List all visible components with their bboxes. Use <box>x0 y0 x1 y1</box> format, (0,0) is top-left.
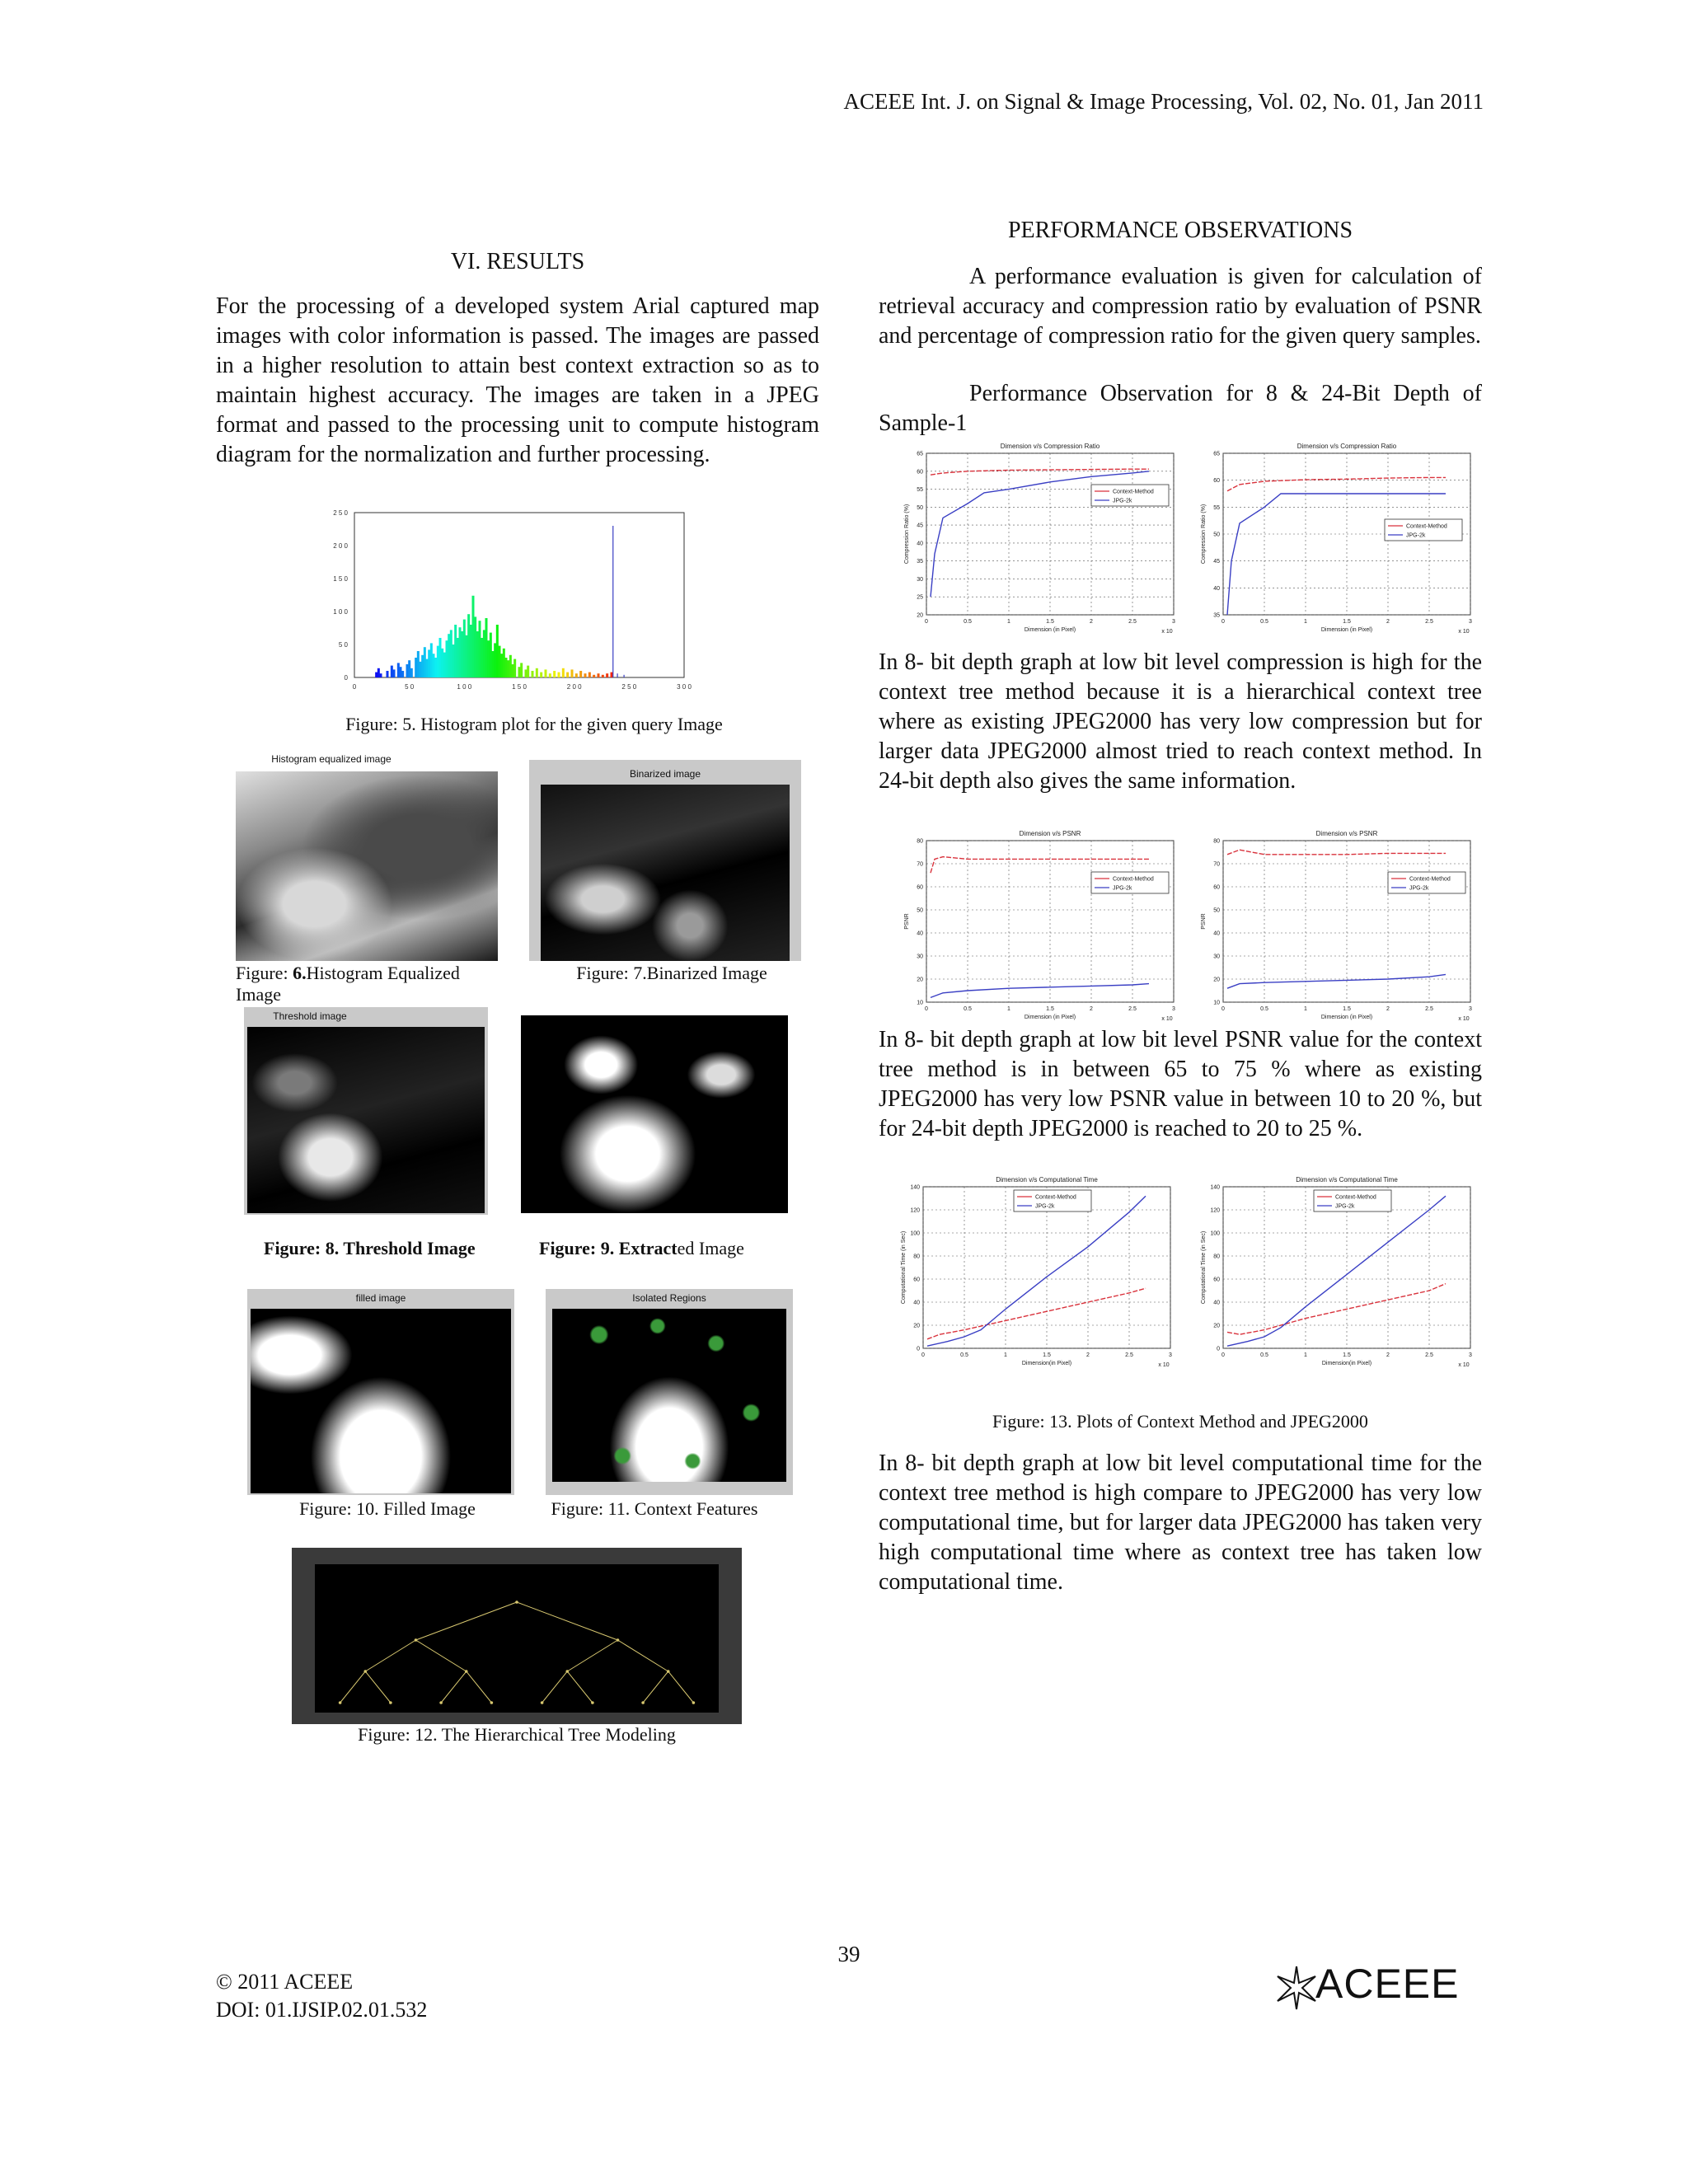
tree-node <box>389 1701 392 1704</box>
figure-6-caption: Figure: 6.Histogram Equalized Image <box>236 963 460 1005</box>
histogram-xtick-label: 1 5 0 <box>512 683 527 691</box>
tree-node <box>541 1701 544 1704</box>
histogram-bar <box>461 631 463 677</box>
histogram-bar <box>518 667 521 677</box>
figure-12-tree <box>292 1548 742 1724</box>
histogram-bar <box>566 673 569 677</box>
chart-ytick-label: 55 <box>917 487 923 494</box>
histogram-bar <box>472 596 475 677</box>
chart-ytick-label: 120 <box>1210 1207 1220 1214</box>
chart-xtick-label: 2.5 <box>1128 1006 1137 1012</box>
chart-x-exponent: x 10 <box>1158 1362 1170 1368</box>
chart-xtick-label: 0.5 <box>1260 619 1268 625</box>
threshold-photo <box>247 1027 485 1213</box>
histogram-bar <box>571 669 574 677</box>
performance-paragraph-2: Performance Observation for 8 & 24-Bit Depth of Sample-1 <box>879 381 1482 436</box>
histogram-bar <box>401 671 404 677</box>
histogram-bar <box>579 671 582 677</box>
chart-xtick-label: 3 <box>1469 1352 1472 1358</box>
chart-ytick-label: 20 <box>913 1323 920 1329</box>
histogram-bar <box>602 675 604 677</box>
chart-legend-label: Context-Method <box>1035 1194 1076 1201</box>
chart-ytick-label: 40 <box>1213 585 1220 592</box>
chart-ytick-label: 60 <box>1213 1277 1220 1283</box>
chart-xtick-label: 1.5 <box>1343 1006 1351 1012</box>
histogram-bar <box>443 653 446 677</box>
histogram-bar <box>391 666 393 677</box>
chart-xtick-label: 0 <box>921 1352 925 1358</box>
chart-x-exponent: x 10 <box>1458 1362 1470 1368</box>
compression-ratio-8bit-chart <box>898 440 1187 646</box>
chart-ytick-label: 60 <box>917 469 923 476</box>
histogram-bar <box>454 625 457 677</box>
histogram-chart <box>321 504 701 699</box>
chart-x-exponent: x 10 <box>1161 629 1173 635</box>
histogram-bar <box>505 658 508 677</box>
chart-ylabel: PSNR <box>904 913 910 930</box>
chart-ytick-label: 70 <box>1213 861 1220 868</box>
chart-xlabel: Dimension(in Pixel) <box>1021 1361 1072 1366</box>
tree-canvas <box>315 1564 719 1713</box>
chart-ytick-label: 40 <box>913 1300 920 1306</box>
chart-ylabel: Computational Time (in Sec) <box>901 1230 907 1305</box>
tree-node <box>641 1701 645 1704</box>
doi: DOI: 01.IJSIP.02.01.532 <box>216 1998 428 2022</box>
histogram-bar <box>494 643 496 677</box>
chart-ytick-label: 100 <box>910 1230 920 1237</box>
histogram-ytick-label: 0 <box>344 674 348 682</box>
chart-ytick-label: 45 <box>1213 559 1220 565</box>
histogram-bar <box>588 673 591 677</box>
chart-ytick-label: 65 <box>1213 451 1220 457</box>
histogram-bar <box>476 631 479 677</box>
chart-xtick-label: 1.5 <box>1043 1352 1051 1358</box>
histogram-ytick-label: 2 0 0 <box>333 542 348 550</box>
histogram-bar <box>485 618 488 677</box>
figure-8-image <box>244 1007 488 1215</box>
chart-ytick-label: 0 <box>1217 1346 1220 1352</box>
histogram-bar <box>433 654 435 677</box>
histogram-ytick-label: 1 0 0 <box>333 608 348 616</box>
figure-6-title: Histogram equalized image <box>271 753 392 765</box>
histogram-bar <box>387 671 389 677</box>
chart-x-exponent: x 10 <box>1161 1016 1173 1022</box>
figure-7-image <box>529 760 801 961</box>
chart-xtick-label: 2 <box>1090 1006 1093 1012</box>
computational-time-8bit-chart <box>895 1174 1189 1380</box>
chart-ytick-label: 30 <box>1213 954 1220 960</box>
chart-xtick-label: 1 <box>1304 619 1307 625</box>
chart-xtick-label: 0.5 <box>964 1006 972 1012</box>
histogram-bar <box>430 643 433 677</box>
histogram-bar <box>545 669 547 677</box>
histogram-bar <box>525 669 528 677</box>
histogram-bar <box>593 675 595 677</box>
chart-ytick-label: 65 <box>917 451 923 457</box>
histogram-bar <box>400 667 402 677</box>
chart-xtick-label: 1.5 <box>1343 619 1351 625</box>
chart-legend-label: Context-Method <box>1113 876 1154 883</box>
histogram-bar <box>467 614 470 677</box>
chart-legend-label: JPG-2k <box>1035 1203 1055 1210</box>
chart-title: Dimension v/s Computational Time <box>1296 1176 1398 1183</box>
chart-ytick-label: 50 <box>1213 532 1220 538</box>
chart-xtick-label: 3 <box>1169 1352 1172 1358</box>
chart-title: Dimension v/s Computational Time <box>996 1176 1098 1183</box>
chart-title: Dimension v/s Compression Ratio <box>1000 443 1100 450</box>
chart-xtick-label: 0 <box>925 1006 928 1012</box>
histogram-bar <box>500 654 503 677</box>
histogram-xtick-label: 0 <box>352 683 357 691</box>
chart-ylabel: Computational Time (in Sec) <box>1201 1230 1207 1305</box>
chart-legend-label: Context-Method <box>1113 489 1154 495</box>
histogram-bar <box>417 651 420 677</box>
histogram-bar <box>434 658 437 677</box>
chart-xtick-label: 2 <box>1386 619 1390 625</box>
tree-node <box>490 1701 494 1704</box>
histogram-bar <box>513 659 516 677</box>
chart-xtick-label: 2.5 <box>1125 1352 1133 1358</box>
chart-xtick-label: 1 <box>1004 1352 1007 1358</box>
histogram-bar <box>415 658 417 677</box>
aceee-logo-text: ACEEE <box>1315 1961 1460 2007</box>
histogram-xtick-label: 1 0 0 <box>457 683 472 691</box>
figure-10-title: filled image <box>355 1292 406 1304</box>
histogram-bar <box>437 646 439 677</box>
chart-xlabel: Dimension (in Pixel) <box>1320 627 1373 633</box>
chart-xtick-label: 2 <box>1090 619 1093 625</box>
chart-ytick-label: 60 <box>1213 478 1220 485</box>
figure-9-image <box>521 1015 788 1213</box>
histogram-bar <box>584 673 587 677</box>
histogram-bar <box>463 620 466 677</box>
chart-xtick-label: 1.5 <box>1343 1352 1351 1358</box>
histogram-bar <box>420 662 422 677</box>
histogram-bar <box>448 634 450 677</box>
histogram-xtick-label: 3 0 0 <box>677 683 692 691</box>
chart-xtick-label: 0.5 <box>1260 1352 1268 1358</box>
chart-ytick-label: 30 <box>917 576 923 583</box>
chart-legend-label: JPG-2k <box>1113 498 1132 504</box>
chart-xtick-label: 2.5 <box>1128 619 1137 625</box>
chart-ytick-label: 10 <box>917 1000 923 1006</box>
figure-7-title: Binarized image <box>629 768 701 780</box>
figure-12-caption: Figure: 12. The Hierarchical Tree Modeling <box>358 1724 676 1745</box>
figure-7-caption: Figure: 7.Binarized Image <box>576 963 767 983</box>
histogram-plot-area <box>333 509 692 691</box>
histogram-bar <box>439 638 442 677</box>
binarized-photo <box>541 785 790 961</box>
chart-ytick-label: 50 <box>1213 907 1220 914</box>
chart-xtick-label: 1.5 <box>1046 619 1054 625</box>
histogram-bar <box>558 673 560 677</box>
chart-ytick-label: 30 <box>917 954 923 960</box>
context-features-photo <box>552 1309 786 1482</box>
chart-xtick-label: 2.5 <box>1425 1352 1433 1358</box>
chart-ytick-label: 45 <box>917 523 923 529</box>
chart-ylabel: Compression Ratio (%) <box>904 504 910 565</box>
histogram-bar <box>406 664 409 677</box>
performance-paragraph-4: In 8- bit depth graph at low bit level PSNR value for the context tree method is in between 65 to 75 % where as existing JPEG2000 has very low PSNR value in between 10 to 20 %, but for 24-bit depth JPEG2000 is reached to 20 to 25 %. <box>879 1027 1482 1141</box>
running-header: ACEEE Int. J. on Signal & Image Processing, Vol. 02, No. 01, Jan 2011 <box>843 89 1484 114</box>
chart-xtick-label: 0 <box>1221 1006 1225 1012</box>
chart-title: Dimension v/s PSNR <box>1019 830 1081 837</box>
chart-xtick-label: 1 <box>1007 1006 1010 1012</box>
histogram-bar <box>483 630 485 677</box>
chart-xtick-label: 0 <box>1221 619 1225 625</box>
histogram-bar <box>492 651 495 677</box>
histogram-bar <box>426 659 429 677</box>
chart-xtick-label: 0 <box>1221 1352 1225 1358</box>
chart-ytick-label: 120 <box>910 1207 920 1214</box>
histogram-bar <box>507 660 509 677</box>
histogram-bar <box>446 640 448 677</box>
chart-xtick-label: 0.5 <box>1260 1006 1268 1012</box>
chart-xtick-label: 1.5 <box>1046 1006 1054 1012</box>
chart-ytick-label: 140 <box>1210 1184 1220 1191</box>
chart-ytick-label: 40 <box>1213 1300 1220 1306</box>
chart-xlabel: Dimension (in Pixel) <box>1024 627 1076 633</box>
chart-xlabel: Dimension (in Pixel) <box>1320 1015 1373 1020</box>
chart-ylabel: PSNR <box>1201 913 1207 930</box>
chart-ytick-label: 35 <box>1213 612 1220 619</box>
histogram-bar <box>520 663 523 677</box>
chart-xtick-label: 3 <box>1172 1006 1175 1012</box>
chart-ytick-label: 40 <box>1213 930 1220 937</box>
chart-ytick-label: 60 <box>1213 884 1220 891</box>
computational-time-24bit-chart <box>1195 1174 1489 1380</box>
chart-xlabel: Dimension(in Pixel) <box>1321 1361 1372 1366</box>
chart-xtick-label: 0 <box>925 619 928 625</box>
extracted-photo <box>521 1015 788 1213</box>
histogram-bar <box>421 655 424 677</box>
chart-ytick-label: 0 <box>917 1346 920 1352</box>
figure-8-caption: Figure: 8. Threshold Image <box>264 1238 476 1258</box>
histogram-bar <box>527 666 529 677</box>
figure-6-image <box>236 752 498 961</box>
chart-ytick-label: 20 <box>917 612 923 619</box>
figure-13-caption: Figure: 13. Plots of Context Method and JPEG2000 <box>992 1411 1368 1432</box>
histogram-bar <box>481 638 483 677</box>
histogram-bar <box>612 526 613 677</box>
histogram-bar <box>499 646 501 677</box>
chart-xlabel: Dimension (in Pixel) <box>1024 1015 1076 1020</box>
tree-node <box>439 1701 443 1704</box>
histogram-bar <box>509 655 512 677</box>
tree-node <box>591 1701 594 1704</box>
histogram-ytick-label: 5 0 <box>338 641 348 649</box>
tree-node <box>339 1701 342 1704</box>
tree-node <box>692 1701 696 1704</box>
histogram-bar <box>479 621 481 677</box>
histogram-bar <box>503 649 505 677</box>
histogram-bar <box>459 627 462 677</box>
histogram-bar <box>540 673 542 677</box>
histogram-bar <box>617 673 618 677</box>
performance-heading: PERFORMANCE OBSERVATIONS <box>1007 218 1353 243</box>
histogram-bar <box>410 668 413 677</box>
figure-9-caption: Figure: 9. Extracted Image <box>539 1238 744 1258</box>
histogram-bar <box>397 663 400 677</box>
chart-ytick-label: 70 <box>917 861 923 868</box>
chart-ytick-label: 140 <box>910 1184 920 1191</box>
chart-legend-label: Context-Method <box>1409 876 1451 883</box>
histogram-bar <box>457 638 459 677</box>
aceee-logo <box>1274 1958 1489 2016</box>
histogram-bar <box>598 673 600 677</box>
figure-11-image <box>546 1289 793 1495</box>
chart-ytick-label: 50 <box>917 907 923 914</box>
histogram-bar <box>474 616 476 677</box>
figure-8-title: Threshold image <box>273 1010 347 1022</box>
histogram-ytick-label: 2 5 0 <box>333 509 348 517</box>
chart-ytick-label: 35 <box>917 559 923 565</box>
histogram-bar <box>487 640 490 677</box>
histogram-bar <box>441 649 443 677</box>
chart-ytick-label: 80 <box>917 838 923 845</box>
chart-xtick-label: 2.5 <box>1425 1006 1433 1012</box>
chart-ytick-label: 10 <box>1213 1000 1220 1006</box>
figure-11-title: Isolated Regions <box>632 1292 706 1304</box>
chart-xtick-label: 2 <box>1386 1006 1390 1012</box>
performance-paragraph-5: In 8- bit depth graph at low bit level computational time for the context tree method is high compare to JPEG2000 has very low computational time, but for larger data JPEG2000 has taken very high computational time where as context tree has taken low computational time. <box>879 1451 1482 1595</box>
chart-xtick-label: 2 <box>1386 1352 1390 1358</box>
chart-ytick-label: 20 <box>917 977 923 983</box>
histogram-xtick-label: 2 0 0 <box>566 683 582 691</box>
histogram-bar <box>380 673 382 677</box>
chart-xtick-label: 3 <box>1172 619 1175 625</box>
compression-ratio-24bit-chart <box>1195 440 1484 646</box>
aceee-logo-icon <box>1274 1963 1319 2013</box>
histogram-bar <box>553 671 556 677</box>
filled-photo <box>251 1309 511 1493</box>
histogram-axes-box <box>354 513 684 677</box>
histogram-bar <box>408 660 410 677</box>
histogram-bar <box>512 664 514 677</box>
histogram-bar <box>611 673 613 677</box>
copyright: © 2011 ACEEE <box>216 1970 354 1994</box>
chart-xtick-label: 3 <box>1469 619 1472 625</box>
histogram-bar <box>532 671 534 677</box>
chart-legend-label: Context-Method <box>1335 1194 1376 1201</box>
chart-ytick-label: 100 <box>1210 1230 1220 1237</box>
results-paragraph: For the processing of a developed system Arial captured map images with color information is passed. The images are passed in a higher resolution to attain best context extraction so as to maintain highest accuracy. The images are taken in a JPEG format and passed to the processing unit to compute histogram diagram for the normalization and further processing. <box>216 293 819 467</box>
chart-legend-label: JPG-2k <box>1335 1203 1355 1210</box>
histogram-bar <box>549 673 551 677</box>
chart-xtick-label: 0.5 <box>964 619 972 625</box>
chart-ytick-label: 20 <box>1213 1323 1220 1329</box>
histogram-bar <box>393 669 396 677</box>
histogram-xtick-label: 2 5 0 <box>621 683 637 691</box>
performance-paragraph-1: A performance evaluation is given for calculation of retrieval accuracy and compression ratio by evaluation of PSNR and percentage of compression ratio for the given query samples. <box>879 264 1482 349</box>
histogram-bar <box>375 673 377 677</box>
figure-11-caption: Figure: 11. Context Features <box>551 1498 758 1519</box>
chart-x-exponent: x 10 <box>1458 1016 1470 1022</box>
page-number: 39 <box>837 1942 860 1966</box>
chart-x-exponent: x 10 <box>1458 629 1470 635</box>
histogram-bar <box>466 635 468 677</box>
histogram-bar <box>562 668 565 677</box>
chart-ytick-label: 40 <box>917 541 923 547</box>
chart-ytick-label: 60 <box>913 1277 920 1283</box>
histogram-bar <box>377 668 380 677</box>
chart-legend-label: JPG-2k <box>1113 885 1132 892</box>
histogram-xtick-label: 5 0 <box>405 683 415 691</box>
chart-ylabel: Compression Ratio (%) <box>1201 504 1207 565</box>
histogram-bar <box>490 633 492 677</box>
chart-legend-label: JPG-2k <box>1409 885 1429 892</box>
chart-xtick-label: 1 <box>1304 1006 1307 1012</box>
chart-ytick-label: 80 <box>1213 1254 1220 1260</box>
chart-xtick-label: 1 <box>1007 619 1010 625</box>
chart-xtick-label: 0.5 <box>960 1352 968 1358</box>
figure-10-caption: Figure: 10. Filled Image <box>299 1498 476 1519</box>
performance-paragraph-3: In 8- bit depth graph at low bit level compression is high for the context tree method because it is a hierarchical context tree where as existing JPEG2000 has very low compression but for larger data JPEG2000 almost tried to reach context method. In 24-bit depth also gives the same information. <box>879 649 1482 794</box>
chart-ytick-label: 50 <box>917 504 923 511</box>
chart-xtick-label: 2.5 <box>1425 619 1433 625</box>
chart-ytick-label: 80 <box>913 1254 920 1260</box>
chart-legend-label: Context-Method <box>1406 523 1447 530</box>
psnr-8bit-chart <box>898 827 1187 1033</box>
chart-xtick-label: 3 <box>1469 1006 1472 1012</box>
histogram-bar <box>496 625 499 677</box>
results-heading: VI. RESULTS <box>450 249 585 274</box>
histogram-bar <box>536 668 538 677</box>
chart-legend-label: JPG-2k <box>1406 532 1426 539</box>
chart-title: Dimension v/s Compression Ratio <box>1296 443 1397 450</box>
figure-5-caption: Figure: 5. Histogram plot for the given query Image <box>345 714 723 734</box>
chart-title: Dimension v/s PSNR <box>1315 830 1378 837</box>
histogram-bar <box>424 647 426 677</box>
chart-xtick-label: 1 <box>1304 1352 1307 1358</box>
histogram-equalized-photo <box>236 771 498 961</box>
chart-ytick-label: 55 <box>1213 504 1220 511</box>
histogram-bar <box>606 673 608 677</box>
histogram-bar <box>575 673 578 677</box>
chart-ytick-label: 20 <box>1213 977 1220 983</box>
histogram-bar <box>450 630 452 677</box>
chart-ytick-label: 25 <box>917 594 923 601</box>
chart-xtick-label: 2 <box>1086 1352 1090 1358</box>
chart-ytick-label: 60 <box>917 884 923 891</box>
histogram-ytick-label: 1 5 0 <box>333 575 348 583</box>
histogram-bar <box>470 625 472 677</box>
chart-ytick-label: 40 <box>917 930 923 937</box>
histogram-bar <box>452 644 455 677</box>
figure-10-image <box>247 1289 514 1495</box>
histogram-bar <box>624 675 625 677</box>
psnr-24bit-chart <box>1195 827 1484 1033</box>
chart-ytick-label: 80 <box>1213 838 1220 845</box>
histogram-bar <box>428 649 430 677</box>
